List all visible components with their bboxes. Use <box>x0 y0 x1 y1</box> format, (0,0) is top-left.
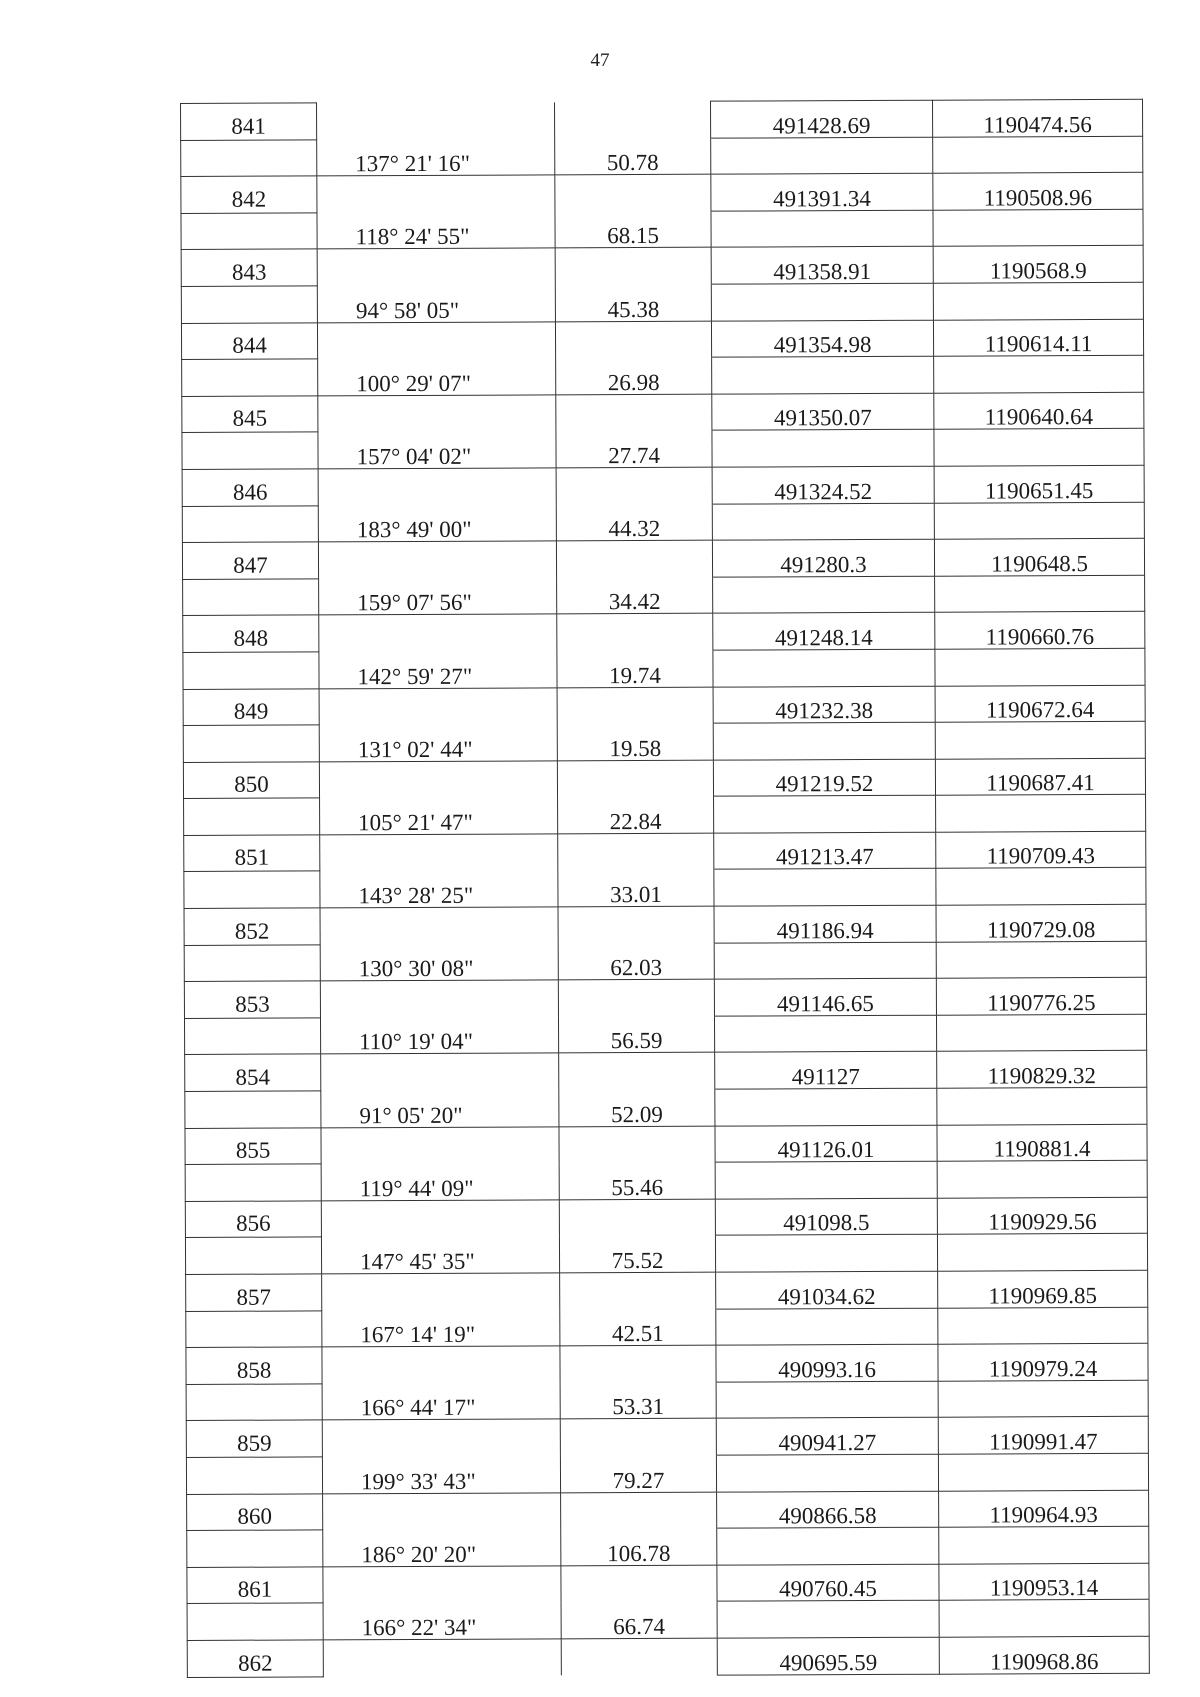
cell-bearing: 199° 33' 43" <box>322 1456 560 1494</box>
point-row <box>186 1270 1148 1311</box>
cell-empty <box>713 576 935 614</box>
cell-empty <box>183 725 319 762</box>
cell-north: 491428.69 <box>710 100 932 138</box>
cell-empty <box>559 1126 715 1163</box>
cell-empty <box>561 1492 717 1529</box>
cell-empty <box>317 102 555 140</box>
leg-row <box>185 1234 1147 1275</box>
cell-bearing: 147° 45' 35" <box>321 1236 559 1274</box>
cell-empty <box>320 980 558 1018</box>
cell-empty <box>560 1419 716 1456</box>
cell-empty <box>181 286 317 323</box>
cell-empty <box>184 945 320 982</box>
cell-empty <box>554 101 710 138</box>
cell-east: 1190929.56 <box>937 1197 1147 1235</box>
cell-empty <box>935 648 1145 686</box>
cell-point: 845 <box>182 396 318 433</box>
cell-empty <box>559 1053 715 1090</box>
cell-empty <box>183 579 319 616</box>
cell-empty <box>555 174 711 211</box>
cell-bearing: 142° 59' 27" <box>319 651 557 689</box>
leg-row <box>183 721 1145 762</box>
cell-distance: 52.09 <box>559 1089 715 1126</box>
cell-point: 855 <box>185 1128 321 1165</box>
cell-east: 1190709.43 <box>936 831 1146 869</box>
leg-row <box>183 648 1145 689</box>
leg-row <box>184 941 1146 982</box>
cell-empty <box>714 869 936 907</box>
cell-point: 847 <box>182 542 318 579</box>
cell-bearing: 167° 14' 19" <box>322 1309 560 1347</box>
cell-east: 1190474.56 <box>932 99 1142 137</box>
cell-east: 1190508.96 <box>933 172 1143 210</box>
cell-empty <box>556 467 712 504</box>
leg-row <box>185 1161 1147 1202</box>
cell-empty <box>186 1457 322 1494</box>
cell-empty <box>717 1527 939 1565</box>
leg-row <box>181 136 1143 177</box>
cell-empty <box>713 649 935 687</box>
cell-east: 1190776.25 <box>936 978 1146 1016</box>
leg-row <box>187 1600 1149 1641</box>
cell-empty <box>322 1346 560 1384</box>
cell-empty <box>937 1087 1147 1125</box>
point-row <box>184 831 1146 872</box>
cell-point: 850 <box>183 762 319 799</box>
cell-north: 491146.65 <box>714 978 936 1016</box>
cell-north: 491350.07 <box>712 393 934 431</box>
point-row <box>183 758 1145 799</box>
cell-empty <box>715 1088 937 1126</box>
point-row <box>182 538 1144 579</box>
point-row <box>185 1197 1147 1238</box>
cell-empty <box>321 1053 559 1091</box>
cell-empty <box>321 1126 559 1164</box>
leg-row <box>187 1526 1149 1567</box>
cell-empty <box>717 1601 939 1639</box>
cell-distance: 79.27 <box>560 1455 716 1492</box>
cell-empty <box>321 1200 559 1238</box>
cell-empty <box>556 540 712 577</box>
point-row <box>182 465 1144 506</box>
cell-bearing: 166° 44' 17" <box>322 1383 560 1421</box>
cell-distance: 33.01 <box>558 870 714 907</box>
leg-row <box>184 1014 1146 1055</box>
cell-point: 846 <box>182 469 318 506</box>
cell-empty <box>558 906 714 943</box>
cell-north: 490695.59 <box>717 1637 939 1675</box>
cell-empty <box>558 833 714 870</box>
cell-empty <box>561 1638 717 1675</box>
cell-empty <box>938 1307 1148 1345</box>
cell-north: 491219.52 <box>713 759 935 797</box>
cell-point: 848 <box>183 615 319 652</box>
cell-empty <box>186 1384 322 1421</box>
cell-empty <box>558 979 714 1016</box>
cell-east: 1190991.47 <box>938 1417 1148 1455</box>
cell-north: 491232.38 <box>713 686 935 724</box>
point-row <box>186 1417 1148 1458</box>
cell-east: 1190964.93 <box>939 1490 1149 1528</box>
cell-north: 491280.3 <box>712 539 934 577</box>
cell-east: 1190568.9 <box>933 246 1143 284</box>
cell-east: 1190979.24 <box>938 1343 1148 1381</box>
cell-bearing: 137° 21' 16" <box>317 138 555 176</box>
cell-empty <box>317 321 555 359</box>
survey-coordinates-table <box>180 99 1150 1678</box>
cell-bearing: 166° 22' 34" <box>323 1602 561 1640</box>
cell-distance: 34.42 <box>557 577 713 614</box>
point-row <box>183 612 1145 653</box>
cell-empty <box>939 1600 1149 1638</box>
cell-point: 852 <box>184 908 320 945</box>
cell-east: 1190672.64 <box>935 685 1145 723</box>
cell-empty <box>323 1566 561 1604</box>
cell-distance: 42.51 <box>560 1309 716 1346</box>
cell-empty <box>187 1603 323 1640</box>
point-row <box>185 1124 1147 1165</box>
cell-east: 1190729.08 <box>936 904 1146 942</box>
cell-empty <box>714 942 936 980</box>
cell-north: 491324.52 <box>712 466 934 504</box>
cell-point: 842 <box>181 176 317 213</box>
leg-row <box>182 355 1144 396</box>
cell-north: 491034.62 <box>716 1271 938 1309</box>
cell-east: 1190614.11 <box>933 319 1143 357</box>
cell-empty <box>559 1199 715 1236</box>
cell-bearing: 94° 58' 05" <box>317 285 555 323</box>
cell-distance: 19.74 <box>557 650 713 687</box>
point-row <box>186 1343 1148 1384</box>
cell-distance: 66.74 <box>561 1602 717 1639</box>
cell-empty <box>716 1308 938 1346</box>
cell-point: 843 <box>181 249 317 286</box>
cell-empty <box>318 468 556 506</box>
cell-distance: 26.98 <box>556 357 712 394</box>
cell-empty <box>716 1454 938 1492</box>
leg-row <box>182 502 1144 543</box>
leg-row <box>183 575 1145 616</box>
cell-empty <box>714 795 936 833</box>
cell-distance: 45.38 <box>555 284 711 321</box>
cell-point: 841 <box>181 103 317 140</box>
cell-north: 490760.45 <box>717 1564 939 1602</box>
point-row <box>184 978 1146 1019</box>
cell-empty <box>938 1380 1148 1418</box>
cell-bearing: 131° 02' 44" <box>319 724 557 762</box>
cell-empty <box>712 430 934 468</box>
cell-point: 860 <box>187 1493 323 1530</box>
cell-bearing: 119° 44' 09" <box>321 1163 559 1201</box>
cell-distance: 106.78 <box>561 1528 717 1565</box>
cell-bearing: 100° 29' 07" <box>318 358 556 396</box>
cell-distance: 68.15 <box>555 211 711 248</box>
cell-empty <box>185 1091 321 1128</box>
cell-bearing: 183° 49' 00" <box>318 504 556 542</box>
cell-distance: 55.46 <box>559 1162 715 1199</box>
point-row <box>187 1563 1149 1604</box>
cell-empty <box>185 1237 321 1274</box>
cell-point: 853 <box>184 981 320 1018</box>
cell-empty <box>712 503 934 541</box>
cell-distance: 50.78 <box>555 138 711 175</box>
cell-empty <box>560 1345 716 1382</box>
cell-point: 858 <box>186 1347 322 1384</box>
cell-point: 861 <box>187 1567 323 1604</box>
cell-empty <box>561 1565 717 1602</box>
cell-bearing: 143° 28' 25" <box>320 870 558 908</box>
cell-empty <box>323 1639 561 1677</box>
cell-north: 491213.47 <box>714 832 936 870</box>
leg-row <box>181 209 1143 250</box>
cell-distance: 62.03 <box>558 943 714 980</box>
cell-north: 491248.14 <box>713 613 935 651</box>
cell-empty <box>319 614 557 652</box>
point-row <box>181 99 1143 140</box>
cell-east: 1190687.41 <box>935 758 1145 796</box>
cell-bearing: 130° 30' 08" <box>320 944 558 982</box>
cell-empty <box>712 356 934 394</box>
leg-row <box>182 429 1144 470</box>
cell-point: 844 <box>181 322 317 359</box>
cell-empty <box>320 907 558 945</box>
point-row <box>185 1051 1147 1092</box>
cell-point: 859 <box>186 1420 322 1457</box>
cell-empty <box>937 1234 1147 1272</box>
cell-distance: 22.84 <box>558 796 714 833</box>
cell-empty <box>557 687 713 724</box>
cell-east: 1190648.5 <box>934 538 1144 576</box>
cell-empty <box>933 136 1143 174</box>
point-row <box>181 319 1143 360</box>
cell-empty <box>557 760 713 797</box>
cell-empty <box>184 1018 320 1055</box>
point-row <box>187 1490 1149 1531</box>
cell-empty <box>935 721 1145 759</box>
cell-east: 1190969.85 <box>938 1270 1148 1308</box>
cell-empty <box>185 1164 321 1201</box>
cell-empty <box>187 1530 323 1567</box>
cell-north: 491126.01 <box>715 1125 937 1163</box>
cell-empty <box>184 871 320 908</box>
cell-north: 491098.5 <box>715 1198 937 1236</box>
leg-row <box>184 795 1146 836</box>
cell-empty <box>937 1161 1147 1199</box>
cell-north: 491391.34 <box>711 173 933 211</box>
cell-empty <box>557 613 713 650</box>
cell-point: 862 <box>187 1640 323 1677</box>
leg-row <box>186 1380 1148 1421</box>
cell-point: 851 <box>184 835 320 872</box>
cell-east: 1190953.14 <box>939 1563 1149 1601</box>
leg-row <box>185 1087 1147 1128</box>
cell-north: 490941.27 <box>716 1418 938 1456</box>
point-row <box>182 392 1144 433</box>
cell-empty <box>715 1235 937 1273</box>
cell-empty <box>936 868 1146 906</box>
cell-empty <box>715 1161 937 1199</box>
cell-empty <box>320 834 558 872</box>
cell-empty <box>186 1310 322 1347</box>
cell-east: 1190640.64 <box>934 392 1144 430</box>
cell-empty <box>318 395 556 433</box>
cell-distance: 44.32 <box>556 504 712 541</box>
cell-distance: 75.52 <box>559 1236 715 1273</box>
cell-bearing: 110° 19' 04" <box>320 1017 558 1055</box>
cell-empty <box>714 1015 936 1053</box>
cell-bearing: 157° 04' 02" <box>318 431 556 469</box>
cell-east: 1190651.45 <box>934 465 1144 503</box>
point-row <box>181 172 1143 213</box>
cell-north: 491354.98 <box>711 320 933 358</box>
cell-empty <box>317 175 555 213</box>
cell-east: 1190968.86 <box>939 1636 1149 1674</box>
cell-empty <box>936 795 1146 833</box>
cell-north: 491186.94 <box>714 905 936 943</box>
cell-distance: 56.59 <box>558 1016 714 1053</box>
cell-empty <box>933 282 1143 320</box>
cell-empty <box>935 575 1145 613</box>
cell-empty <box>716 1381 938 1419</box>
leg-row <box>186 1307 1148 1348</box>
cell-empty <box>934 429 1144 467</box>
cell-east: 1190660.76 <box>935 612 1145 650</box>
cell-point: 857 <box>186 1274 322 1311</box>
cell-empty <box>183 652 319 689</box>
cell-north: 490866.58 <box>717 1491 939 1529</box>
cell-empty <box>181 213 317 250</box>
cell-point: 854 <box>185 1054 321 1091</box>
cell-empty <box>181 139 317 176</box>
cell-empty <box>933 209 1143 247</box>
cell-empty <box>936 941 1146 979</box>
cell-bearing: 186° 20' 20" <box>323 1529 561 1567</box>
cell-bearing: 159° 07' 56" <box>319 578 557 616</box>
cell-empty <box>184 798 320 835</box>
cell-empty <box>182 432 318 469</box>
cell-empty <box>939 1526 1149 1564</box>
cell-point: 856 <box>185 1201 321 1238</box>
cell-empty <box>318 541 556 579</box>
leg-row <box>181 282 1143 323</box>
cell-north: 490993.16 <box>716 1344 938 1382</box>
cell-empty <box>938 1453 1148 1491</box>
cell-distance: 53.31 <box>560 1382 716 1419</box>
cell-empty <box>934 355 1144 393</box>
point-row <box>184 904 1146 945</box>
cell-empty <box>934 502 1144 540</box>
cell-empty <box>322 1273 560 1311</box>
cell-empty <box>323 1492 561 1530</box>
cell-east: 1190881.4 <box>937 1124 1147 1162</box>
point-row <box>181 246 1143 287</box>
cell-empty <box>555 248 711 285</box>
cell-empty <box>560 1272 716 1309</box>
cell-bearing: 91° 05' 20" <box>321 1090 559 1128</box>
cell-empty <box>711 210 933 248</box>
cell-distance: 27.74 <box>556 431 712 468</box>
cell-empty <box>319 687 557 725</box>
cell-empty <box>556 394 712 431</box>
point-row <box>183 685 1145 726</box>
cell-empty <box>322 1419 560 1457</box>
cell-bearing: 118° 24' 55" <box>317 212 555 250</box>
cell-empty <box>711 137 933 175</box>
leg-row <box>186 1453 1148 1494</box>
cell-distance: 19.58 <box>557 723 713 760</box>
cell-point: 849 <box>183 688 319 725</box>
cell-empty <box>317 248 555 286</box>
cell-empty <box>711 283 933 321</box>
cell-bearing: 105° 21' 47" <box>320 797 558 835</box>
cell-north: 491127 <box>715 1052 937 1090</box>
leg-row <box>184 868 1146 909</box>
cell-empty <box>182 359 318 396</box>
cell-empty <box>936 1014 1146 1052</box>
cell-east: 1190829.32 <box>937 1051 1147 1089</box>
cell-empty <box>182 505 318 542</box>
point-row <box>187 1636 1149 1677</box>
cell-north: 491358.91 <box>711 247 933 285</box>
cell-empty <box>555 321 711 358</box>
cell-empty <box>319 761 557 799</box>
table-body <box>181 99 1150 1677</box>
page-number: 47 <box>590 50 610 71</box>
cell-empty <box>713 722 935 760</box>
